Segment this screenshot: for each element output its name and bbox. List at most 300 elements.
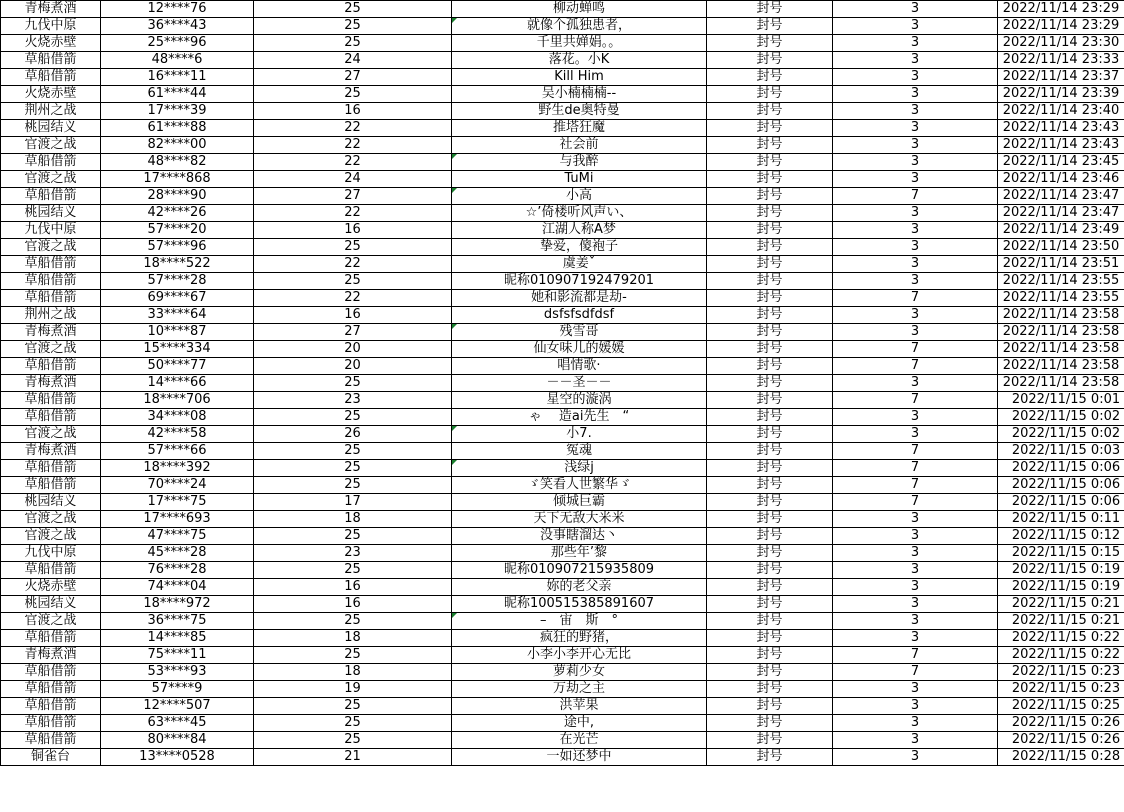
level-cell[interactable]: 25 (254, 375, 452, 392)
status-cell[interactable]: 封号 (707, 171, 833, 188)
table-row[interactable] (1, 137, 1124, 154)
timestamp-cell[interactable]: 2022/11/14 23:43 (998, 137, 1124, 154)
account-cell[interactable]: 48****6 (101, 52, 254, 69)
count-cell[interactable]: 7 (833, 664, 998, 681)
count-cell[interactable]: 7 (833, 341, 998, 358)
timestamp-cell[interactable]: 2022/11/15 0:26 (998, 732, 1124, 749)
nickname-cell[interactable]: 社会前 (452, 137, 707, 154)
count-cell[interactable]: 3 (833, 273, 998, 290)
account-cell[interactable]: 63****45 (101, 715, 254, 732)
table-row[interactable] (1, 613, 1124, 630)
nickname-cell[interactable]: 落花。小K (452, 52, 707, 69)
table-row[interactable] (1, 256, 1124, 273)
account-cell[interactable]: 69****67 (101, 290, 254, 307)
nickname-cell[interactable]: 那些年’黎 (452, 545, 707, 562)
nickname-cell[interactable]: －－圣－－ (452, 375, 707, 392)
status-cell[interactable]: 封号 (707, 494, 833, 511)
nickname-cell[interactable]: 柳动蝉鸣 (452, 1, 707, 18)
status-cell[interactable]: 封号 (707, 222, 833, 239)
timestamp-cell[interactable]: 2022/11/15 0:22 (998, 647, 1124, 664)
table-row[interactable] (1, 239, 1124, 256)
nickname-cell[interactable]: 一如还梦中 (452, 749, 707, 766)
nickname-cell[interactable]: 千里共婵娟。。 (452, 35, 707, 52)
server-cell[interactable]: 官渡之战 (1, 426, 101, 443)
table-row[interactable] (1, 18, 1124, 35)
level-cell[interactable]: 27 (254, 188, 452, 205)
account-cell[interactable]: 74****04 (101, 579, 254, 596)
count-cell[interactable]: 3 (833, 239, 998, 256)
count-cell[interactable]: 3 (833, 698, 998, 715)
table-row[interactable] (1, 596, 1124, 613)
count-cell[interactable]: 3 (833, 86, 998, 103)
level-cell[interactable]: 25 (254, 715, 452, 732)
status-cell[interactable]: 封号 (707, 239, 833, 256)
server-cell[interactable]: 火烧赤壁 (1, 579, 101, 596)
table-row[interactable] (1, 528, 1124, 545)
account-cell[interactable]: 42****58 (101, 426, 254, 443)
timestamp-cell[interactable]: 2022/11/14 23:33 (998, 52, 1124, 69)
count-cell[interactable]: 7 (833, 647, 998, 664)
level-cell[interactable]: 25 (254, 18, 452, 35)
table-row[interactable] (1, 341, 1124, 358)
nickname-cell[interactable]: 挚爱，傻袍子 (452, 239, 707, 256)
nickname-cell[interactable]: TuMi (452, 171, 707, 188)
count-cell[interactable]: 3 (833, 409, 998, 426)
nickname-cell[interactable]: 洪苹果 (452, 698, 707, 715)
status-cell[interactable]: 封号 (707, 205, 833, 222)
status-cell[interactable]: 封号 (707, 630, 833, 647)
table-row[interactable] (1, 171, 1124, 188)
nickname-cell[interactable]: 在光芒 (452, 732, 707, 749)
count-cell[interactable]: 3 (833, 630, 998, 647)
count-cell[interactable]: 3 (833, 120, 998, 137)
level-cell[interactable]: 23 (254, 545, 452, 562)
server-cell[interactable]: 铜雀台 (1, 749, 101, 766)
status-cell[interactable]: 封号 (707, 103, 833, 120)
status-cell[interactable]: 封号 (707, 749, 833, 766)
status-cell[interactable]: 封号 (707, 426, 833, 443)
timestamp-cell[interactable]: 2022/11/15 0:06 (998, 494, 1124, 511)
status-cell[interactable]: 封号 (707, 715, 833, 732)
server-cell[interactable]: 官渡之战 (1, 239, 101, 256)
account-cell[interactable]: 14****66 (101, 375, 254, 392)
account-cell[interactable]: 15****334 (101, 341, 254, 358)
status-cell[interactable]: 封号 (707, 188, 833, 205)
timestamp-cell[interactable]: 2022/11/15 0:25 (998, 698, 1124, 715)
table-row[interactable] (1, 205, 1124, 222)
account-cell[interactable]: 18****972 (101, 596, 254, 613)
timestamp-cell[interactable]: 2022/11/15 0:15 (998, 545, 1124, 562)
account-cell[interactable]: 10****87 (101, 324, 254, 341)
count-cell[interactable]: 7 (833, 477, 998, 494)
status-cell[interactable]: 封号 (707, 69, 833, 86)
timestamp-cell[interactable]: 2022/11/14 23:47 (998, 188, 1124, 205)
timestamp-cell[interactable]: 2022/11/14 23:55 (998, 273, 1124, 290)
account-cell[interactable]: 82****00 (101, 137, 254, 154)
count-cell[interactable]: 7 (833, 358, 998, 375)
status-cell[interactable]: 封号 (707, 647, 833, 664)
status-cell[interactable]: 封号 (707, 579, 833, 596)
timestamp-cell[interactable]: 2022/11/15 0:26 (998, 715, 1124, 732)
level-cell[interactable]: 26 (254, 426, 452, 443)
account-cell[interactable]: 57****20 (101, 222, 254, 239)
nickname-cell[interactable]: 疯狂的野猪， (452, 630, 707, 647)
server-cell[interactable]: 官渡之战 (1, 137, 101, 154)
nickname-cell[interactable]: 浅绿j (452, 460, 707, 477)
account-cell[interactable]: 45****28 (101, 545, 254, 562)
level-cell[interactable]: 22 (254, 256, 452, 273)
server-cell[interactable]: 草船借箭 (1, 562, 101, 579)
status-cell[interactable]: 封号 (707, 511, 833, 528)
server-cell[interactable]: 桃园结义 (1, 596, 101, 613)
table-row[interactable] (1, 647, 1124, 664)
count-cell[interactable]: 3 (833, 35, 998, 52)
count-cell[interactable]: 3 (833, 613, 998, 630)
level-cell[interactable]: 25 (254, 647, 452, 664)
server-cell[interactable]: 青梅煮酒 (1, 324, 101, 341)
nickname-cell[interactable]: 萝莉少女 (452, 664, 707, 681)
account-cell[interactable]: 70****24 (101, 477, 254, 494)
timestamp-cell[interactable]: 2022/11/14 23:58 (998, 341, 1124, 358)
count-cell[interactable]: 3 (833, 528, 998, 545)
level-cell[interactable]: 25 (254, 528, 452, 545)
table-row[interactable] (1, 545, 1124, 562)
level-cell[interactable]: 18 (254, 511, 452, 528)
server-cell[interactable]: 桃园结义 (1, 205, 101, 222)
server-cell[interactable]: 官渡之战 (1, 528, 101, 545)
status-cell[interactable]: 封号 (707, 256, 833, 273)
account-cell[interactable]: 34****08 (101, 409, 254, 426)
level-cell[interactable]: 25 (254, 562, 452, 579)
nickname-cell[interactable]: 就像个孤独患者， (452, 18, 707, 35)
nickname-cell[interactable]: 小7. (452, 426, 707, 443)
status-cell[interactable]: 封号 (707, 137, 833, 154)
server-cell[interactable]: 荆州之战 (1, 307, 101, 324)
nickname-cell[interactable]: 推塔狂魔 (452, 120, 707, 137)
level-cell[interactable]: 25 (254, 35, 452, 52)
account-cell[interactable]: 18****522 (101, 256, 254, 273)
server-cell[interactable]: 青梅煮酒 (1, 375, 101, 392)
table-row[interactable] (1, 290, 1124, 307)
account-cell[interactable]: 17****75 (101, 494, 254, 511)
account-cell[interactable]: 48****82 (101, 154, 254, 171)
table-row[interactable] (1, 443, 1124, 460)
level-cell[interactable]: 25 (254, 409, 452, 426)
server-cell[interactable]: 官渡之战 (1, 511, 101, 528)
level-cell[interactable]: 18 (254, 630, 452, 647)
table-row[interactable] (1, 494, 1124, 511)
table-row[interactable] (1, 86, 1124, 103)
nickname-cell[interactable]: 与我醉 (452, 154, 707, 171)
level-cell[interactable]: 22 (254, 137, 452, 154)
timestamp-cell[interactable]: 2022/11/15 0:06 (998, 477, 1124, 494)
count-cell[interactable]: 3 (833, 69, 998, 86)
level-cell[interactable]: 19 (254, 681, 452, 698)
timestamp-cell[interactable]: 2022/11/14 23:49 (998, 222, 1124, 239)
level-cell[interactable]: 27 (254, 69, 452, 86)
status-cell[interactable]: 封号 (707, 273, 833, 290)
nickname-cell[interactable]: ゞ笑看人世繁华ゞ (452, 477, 707, 494)
level-cell[interactable]: 24 (254, 171, 452, 188)
timestamp-cell[interactable]: 2022/11/15 0:23 (998, 664, 1124, 681)
timestamp-cell[interactable]: 2022/11/14 23:51 (998, 256, 1124, 273)
table-row[interactable] (1, 732, 1124, 749)
nickname-cell[interactable]: ゃ 造ai先生 “ (452, 409, 707, 426)
server-cell[interactable]: 青梅煮酒 (1, 443, 101, 460)
level-cell[interactable]: 22 (254, 205, 452, 222)
count-cell[interactable]: 3 (833, 1, 998, 18)
count-cell[interactable]: 7 (833, 494, 998, 511)
account-cell[interactable]: 76****28 (101, 562, 254, 579)
table-row[interactable] (1, 392, 1124, 409)
status-cell[interactable]: 封号 (707, 375, 833, 392)
nickname-cell[interactable]: 妳的老父亲 (452, 579, 707, 596)
account-cell[interactable]: 47****75 (101, 528, 254, 545)
timestamp-cell[interactable]: 2022/11/14 23:46 (998, 171, 1124, 188)
count-cell[interactable]: 3 (833, 545, 998, 562)
count-cell[interactable]: 3 (833, 681, 998, 698)
nickname-cell[interactable]: 小高 (452, 188, 707, 205)
nickname-cell[interactable]: – 宙 斯 ° (452, 613, 707, 630)
server-cell[interactable]: 草船借箭 (1, 715, 101, 732)
timestamp-cell[interactable]: 2022/11/15 0:21 (998, 613, 1124, 630)
nickname-cell[interactable]: 星空的漩涡 (452, 392, 707, 409)
account-cell[interactable]: 50****77 (101, 358, 254, 375)
server-cell[interactable]: 草船借箭 (1, 409, 101, 426)
count-cell[interactable]: 7 (833, 443, 998, 460)
level-cell[interactable]: 21 (254, 749, 452, 766)
status-cell[interactable]: 封号 (707, 341, 833, 358)
server-cell[interactable]: 草船借箭 (1, 477, 101, 494)
table-row[interactable] (1, 324, 1124, 341)
account-cell[interactable]: 61****88 (101, 120, 254, 137)
server-cell[interactable]: 草船借箭 (1, 392, 101, 409)
table-row[interactable] (1, 103, 1124, 120)
server-cell[interactable]: 草船借箭 (1, 358, 101, 375)
count-cell[interactable]: 3 (833, 579, 998, 596)
account-cell[interactable]: 12****76 (101, 1, 254, 18)
table-row[interactable] (1, 749, 1124, 766)
status-cell[interactable]: 封号 (707, 35, 833, 52)
server-cell[interactable]: 草船借箭 (1, 732, 101, 749)
status-cell[interactable]: 封号 (707, 18, 833, 35)
server-cell[interactable]: 草船借箭 (1, 69, 101, 86)
count-cell[interactable]: 7 (833, 188, 998, 205)
status-cell[interactable]: 封号 (707, 324, 833, 341)
timestamp-cell[interactable]: 2022/11/14 23:50 (998, 239, 1124, 256)
timestamp-cell[interactable]: 2022/11/15 0:02 (998, 409, 1124, 426)
level-cell[interactable]: 20 (254, 341, 452, 358)
count-cell[interactable]: 3 (833, 256, 998, 273)
table-row[interactable] (1, 511, 1124, 528)
status-cell[interactable]: 封号 (707, 1, 833, 18)
level-cell[interactable]: 25 (254, 613, 452, 630)
server-cell[interactable]: 桃园结义 (1, 494, 101, 511)
table-row[interactable] (1, 664, 1124, 681)
count-cell[interactable]: 3 (833, 749, 998, 766)
count-cell[interactable]: 3 (833, 426, 998, 443)
status-cell[interactable]: 封号 (707, 664, 833, 681)
timestamp-cell[interactable]: 2022/11/14 23:45 (998, 154, 1124, 171)
count-cell[interactable]: 7 (833, 392, 998, 409)
account-cell[interactable]: 17****39 (101, 103, 254, 120)
count-cell[interactable]: 3 (833, 205, 998, 222)
status-cell[interactable]: 封号 (707, 154, 833, 171)
timestamp-cell[interactable]: 2022/11/15 0:21 (998, 596, 1124, 613)
count-cell[interactable]: 3 (833, 171, 998, 188)
account-cell[interactable]: 57****28 (101, 273, 254, 290)
server-cell[interactable]: 桃园结义 (1, 120, 101, 137)
level-cell[interactable]: 27 (254, 324, 452, 341)
table-row[interactable] (1, 69, 1124, 86)
status-cell[interactable]: 封号 (707, 545, 833, 562)
status-cell[interactable]: 封号 (707, 358, 833, 375)
server-cell[interactable]: 官渡之战 (1, 613, 101, 630)
count-cell[interactable]: 3 (833, 154, 998, 171)
nickname-cell[interactable]: 昵称010907192479201 (452, 273, 707, 290)
account-cell[interactable]: 18****706 (101, 392, 254, 409)
count-cell[interactable]: 3 (833, 715, 998, 732)
server-cell[interactable]: 草船借箭 (1, 460, 101, 477)
level-cell[interactable]: 18 (254, 664, 452, 681)
status-cell[interactable]: 封号 (707, 613, 833, 630)
table-row[interactable] (1, 681, 1124, 698)
count-cell[interactable]: 7 (833, 460, 998, 477)
count-cell[interactable]: 3 (833, 18, 998, 35)
timestamp-cell[interactable]: 2022/11/14 23:58 (998, 375, 1124, 392)
nickname-cell[interactable]: 仙女味儿的媛媛 (452, 341, 707, 358)
account-cell[interactable]: 57****9 (101, 681, 254, 698)
timestamp-cell[interactable]: 2022/11/14 23:43 (998, 120, 1124, 137)
nickname-cell[interactable]: 野生de奥特曼 (452, 103, 707, 120)
server-cell[interactable]: 草船借箭 (1, 188, 101, 205)
nickname-cell[interactable]: 万劫之主 (452, 681, 707, 698)
timestamp-cell[interactable]: 2022/11/15 0:11 (998, 511, 1124, 528)
level-cell[interactable]: 24 (254, 52, 452, 69)
timestamp-cell[interactable]: 2022/11/14 23:29 (998, 1, 1124, 18)
nickname-cell[interactable]: 倾城巨霸 (452, 494, 707, 511)
timestamp-cell[interactable]: 2022/11/14 23:30 (998, 35, 1124, 52)
nickname-cell[interactable]: 冤魂 (452, 443, 707, 460)
table-row[interactable] (1, 188, 1124, 205)
nickname-cell[interactable]: 没事瞎溜达丶 (452, 528, 707, 545)
status-cell[interactable]: 封号 (707, 596, 833, 613)
table-row[interactable] (1, 375, 1124, 392)
table-row[interactable] (1, 222, 1124, 239)
count-cell[interactable]: 3 (833, 103, 998, 120)
account-cell[interactable]: 28****90 (101, 188, 254, 205)
table-row[interactable] (1, 630, 1124, 647)
count-cell[interactable]: 3 (833, 596, 998, 613)
server-cell[interactable]: 荆州之战 (1, 103, 101, 120)
level-cell[interactable]: 16 (254, 103, 452, 120)
account-cell[interactable]: 13****0528 (101, 749, 254, 766)
status-cell[interactable]: 封号 (707, 392, 833, 409)
server-cell[interactable]: 草船借箭 (1, 52, 101, 69)
nickname-cell[interactable]: 昵称010907215935809 (452, 562, 707, 579)
nickname-cell[interactable]: 小李小李开心无比 (452, 647, 707, 664)
account-cell[interactable]: 18****392 (101, 460, 254, 477)
level-cell[interactable]: 22 (254, 154, 452, 171)
server-cell[interactable]: 青梅煮酒 (1, 1, 101, 18)
server-cell[interactable]: 青梅煮酒 (1, 647, 101, 664)
account-cell[interactable]: 57****96 (101, 239, 254, 256)
table-row[interactable] (1, 1, 1124, 18)
timestamp-cell[interactable]: 2022/11/14 23:37 (998, 69, 1124, 86)
status-cell[interactable]: 封号 (707, 443, 833, 460)
level-cell[interactable]: 25 (254, 1, 452, 18)
nickname-cell[interactable]: 残雪哥 (452, 324, 707, 341)
nickname-cell[interactable]: 江湖人称A梦 (452, 222, 707, 239)
server-cell[interactable]: 九伐中原 (1, 18, 101, 35)
account-cell[interactable]: 33****64 (101, 307, 254, 324)
level-cell[interactable]: 20 (254, 358, 452, 375)
status-cell[interactable]: 封号 (707, 477, 833, 494)
timestamp-cell[interactable]: 2022/11/14 23:39 (998, 86, 1124, 103)
server-cell[interactable]: 九伐中原 (1, 222, 101, 239)
nickname-cell[interactable]: 天下无敌大米米 (452, 511, 707, 528)
level-cell[interactable]: 25 (254, 443, 452, 460)
table-row[interactable] (1, 358, 1124, 375)
table-row[interactable] (1, 409, 1124, 426)
nickname-cell[interactable]: 昵称100515385891607 (452, 596, 707, 613)
account-cell[interactable]: 61****44 (101, 86, 254, 103)
level-cell[interactable]: 16 (254, 579, 452, 596)
table-row[interactable] (1, 426, 1124, 443)
status-cell[interactable]: 封号 (707, 681, 833, 698)
timestamp-cell[interactable]: 2022/11/14 23:29 (998, 18, 1124, 35)
server-cell[interactable]: 草船借箭 (1, 273, 101, 290)
nickname-cell[interactable]: 途中, (452, 715, 707, 732)
level-cell[interactable]: 25 (254, 698, 452, 715)
account-cell[interactable]: 16****11 (101, 69, 254, 86)
account-cell[interactable]: 57****66 (101, 443, 254, 460)
status-cell[interactable]: 封号 (707, 52, 833, 69)
timestamp-cell[interactable]: 2022/11/14 23:47 (998, 205, 1124, 222)
status-cell[interactable]: 封号 (707, 562, 833, 579)
status-cell[interactable]: 封号 (707, 120, 833, 137)
timestamp-cell[interactable]: 2022/11/15 0:03 (998, 443, 1124, 460)
level-cell[interactable]: 23 (254, 392, 452, 409)
account-cell[interactable]: 17****693 (101, 511, 254, 528)
table-row[interactable] (1, 579, 1124, 596)
timestamp-cell[interactable]: 2022/11/15 0:12 (998, 528, 1124, 545)
server-cell[interactable]: 草船借箭 (1, 256, 101, 273)
server-cell[interactable]: 草船借箭 (1, 698, 101, 715)
count-cell[interactable]: 7 (833, 290, 998, 307)
level-cell[interactable]: 25 (254, 460, 452, 477)
level-cell[interactable]: 16 (254, 307, 452, 324)
nickname-cell[interactable]: 她和影流都是劫- (452, 290, 707, 307)
nickname-cell[interactable]: dsfsfsdfdsf (452, 307, 707, 324)
level-cell[interactable]: 22 (254, 290, 452, 307)
timestamp-cell[interactable]: 2022/11/14 23:40 (998, 103, 1124, 120)
count-cell[interactable]: 3 (833, 732, 998, 749)
status-cell[interactable]: 封号 (707, 732, 833, 749)
level-cell[interactable]: 25 (254, 273, 452, 290)
server-cell[interactable]: 草船借箭 (1, 681, 101, 698)
level-cell[interactable]: 25 (254, 477, 452, 494)
level-cell[interactable]: 25 (254, 732, 452, 749)
nickname-cell[interactable]: Kill Him (452, 69, 707, 86)
status-cell[interactable]: 封号 (707, 86, 833, 103)
status-cell[interactable]: 封号 (707, 409, 833, 426)
timestamp-cell[interactable]: 2022/11/15 0:06 (998, 460, 1124, 477)
table-row[interactable] (1, 477, 1124, 494)
table-row[interactable] (1, 715, 1124, 732)
timestamp-cell[interactable]: 2022/11/15 0:01 (998, 392, 1124, 409)
account-cell[interactable]: 14****85 (101, 630, 254, 647)
